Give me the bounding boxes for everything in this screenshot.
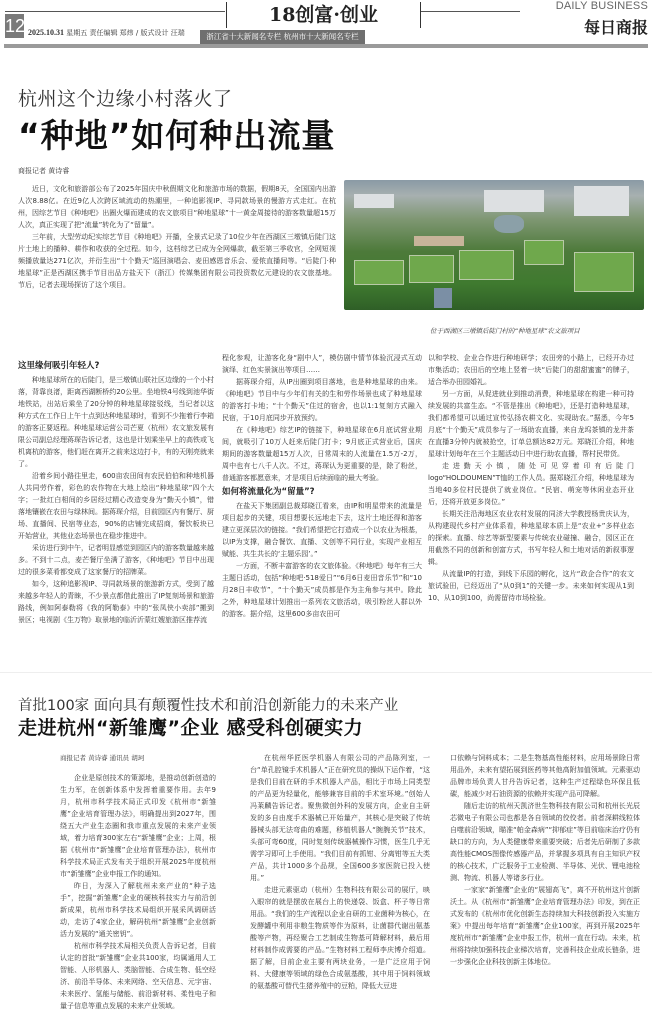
article1-kicker: 杭州这个边缘小村落火了	[18, 88, 233, 110]
masthead-bar	[4, 44, 648, 48]
article1-lead	[18, 183, 336, 291]
brand-english: DAILY BUSINESS	[555, 0, 648, 12]
body-paragraph: 采访进行到中午，记者明显感觉到园区内的游客数量越来越多。不到十二点，麦芒餐厅坐满了游客，《种地吧》节目中出现过的很多菜肴都变成了这家餐厅的招牌菜。	[18, 544, 214, 576]
masthead-rule-left	[5, 11, 225, 12]
masthead-rule-right	[420, 11, 520, 12]
body-paragraph: 另一方面，从促进就业到推动消费，种地星球在构建一种可持续发展的共富生态。“不管是推出《种地吧》，还是打造种地星球，我们都希望可以通过宣传弘扬农耕文化、实现助农。”据悉，今年5月底“十个勤天”成员参与了一场助农直播，来自龙坞茶镇的龙井茶在直播3分钟内就被抢空，订单总额达82万元。郑晓江介绍，种地星球计划每年在三个主题活动日中进行助农直播，帮村民带货。	[428, 390, 634, 458]
article1-col2	[222, 352, 422, 620]
article2-headline: 走进杭州“新雏鹰”企业 感受科创硬实力	[18, 717, 364, 739]
body-paragraph: 种地星球所在的后陡门，是三墩镇山联社区边缘的一个小村落，背靠良渚，距离西湖断桥约20公里。坐地铁4号线到池华街地铁站，出站后乘坐了20分钟的种地星球接驳线，当记者以这种方式在工作日上午十点到达种地星球时，看到不少拖着行李箱的游客正要返程。种地星球运营公司芒夏（杭州）农文旅发展有限公司副总经理蒋琛告诉记者，这也是计划乘坐早上的高铁或飞机离杭的游客，他们赶在离开之前来这边打卡，有的天刚亮就来了。	[18, 376, 214, 468]
section-award-strip: 浙江省十大新闻名专栏 杭州市十大新闻名专栏	[200, 30, 365, 44]
body-paragraph: 昨日，为深入了解杭州未来产业的“种子选手”，挖掘“新雏鹰”企业的硬核科技实力与前沿创新成果，杭州市科学技术局组织开展采风调研活动，走访了4家企业，解码杭州“新雏鹰”企业创新活力发展的“通关密钥”。	[60, 882, 216, 938]
article1-headline: “种地”如何种出流量	[18, 116, 336, 155]
body-paragraph: 以和学校、企业合作进行种地研学；农田旁的小路上，已经开办过市集活动；农田后的空地上竖着一块“后陡门的甜甜蜜蜜”的牌子，适合举办田园婚礼。	[428, 354, 634, 386]
body-paragraph: 在盐天下集团副总裁郑晓江看来，由IP和明星带来的流量是项目起步的关键，项目想要长远地走下去，这片土地还得和游客建立更深层次的链接。“我们希望把它打造成一个以农业为根基，以IP为支撑，融合餐饮、直播、文创等不同行业，实现产业相互赋能、共生共长的‘主题乐园’。”	[222, 502, 422, 558]
issue-date: 2025.10.31	[28, 28, 64, 37]
article1-byline: 商报记者 黄诗睿	[18, 167, 70, 175]
body-paragraph: 杭州市科学技术局相关负责人告诉记者，目前认定的首批“新雏鹰”企业共100家，均属通用人工智能、人形机器人、类脑智能、合成生物、低空经济、前沿半导体、未来网络、空天信息、元宇宙、未来医疗、氢能与储能、前沿新材料、柔性电子和量子信息等重点发展的未来产业领域。	[60, 942, 216, 1010]
body-paragraph: 企业是原创技术的策源地，是推动创新创造的生力军，在创新体系中发挥着重要作用。去年9月，杭州市科学技术局正式印发《杭州市“新雏鹰”企业培育管理办法》，明确提出到2027年，围绕五大产业生态圈和我市重点发展的未来产业领域，着力培育300家左右“新雏鹰”企业；上周，根据《杭州市“新雏鹰”企业培育管理办法》，杭州市科学技术局正式发布关于组织开展2025年度杭州市“新雏鹰”企业申报工作的通知。	[60, 774, 216, 878]
body-paragraph: 走进勤天小镇，随处可见穿着印有后陡门logo“HOLDOUMEN”T恤的工作人员。据郑晓江介绍，种地星球为当地40多位村民提供了就业岗位。“民宿、萌宠等休闲业态开业后，还将开放更多岗位。”	[428, 462, 634, 506]
body-paragraph: 一方面，不断丰富游客的农文旅体验。《种地吧》每年有三大主题日活动，包括“种地吧·518爱日”“6月6日麦田音乐节”和“10月28日丰收节”，“十个勤天”成员都是作为主角参与其中。除此之外，种地星球计划推出一系列农文旅活动，吸引粉丝人群以外的游客。据介绍，这里600多亩农田可	[222, 562, 422, 618]
body-paragraph: 在《种地吧》综艺IP的链接下，种地星球在6月底试营业期间，就吸引了10万人赶来后陡门打卡；9月底正式营业后，国庆期间的游客数量超15万人次，日常周末的人流量在1.5万-2万，周中也有七八千人次。不过，蒋琛认为更重要的是，除了粉丝，普通游客都愿意来，才是项目后续面临的最大考验。	[222, 426, 422, 482]
subhead: 这里缘何吸引年轻人?	[18, 361, 100, 371]
body-paragraph: 沿着乡间小路往里走，600亩农田间有农民伯伯和种地机器人共同劳作着，彩色的农作物在大地上绘出“种地星球”四个大字；一批红白相间的乡居经过精心改造变身为“勤天小镇”，错落地镶嵌在农田与绿林间。据蒋琛介绍，目前园区内有餐厅、厨场、直播间、民宿等业态，90%的店铺完成招商，餐饮板块已开始营业，其他业态场景也在稳步推进中。	[18, 472, 214, 540]
body-paragraph: 一家家“新雏鹰”企业的“展翅高飞”，离不开杭州这片创新沃土。从《杭州市“新雏鹰”企业培育管理办法》印发，到在正式发布的《杭州市优化创新生态持续加大科技创新投入实施方案》中提出每年培育“新雏鹰”企业100家，再到开展2025年度杭州市“新雏鹰”企业申报工作，杭州一直在行动。未来，杭州将持续加强科技企业梯次培育，完善科技企业成长链条，进一步强化企业科技创新主体地位。	[450, 886, 640, 966]
body-paragraph: 程化参观，让游客化身“剧中人”，模仿剧中情节体验沉浸式互动演绎、红色实景演出等项目……	[222, 354, 422, 374]
aerial-farm-photo	[344, 180, 644, 310]
article2-col2	[250, 752, 430, 992]
body-paragraph: 据蒋琛介绍，从IP出圈到项目落地，也是种地星球的由来。《种地吧》节目中与少年们有关的生和劳作场景也成了种地星球的游客打卡地；“十个勤天”住过的宿舍，也以1:1复刻方式融入民宿，于10月底同步开放预约。	[222, 378, 422, 422]
article2-byline: 商报记者 黄诗睿 通讯员 胡珂	[60, 754, 145, 762]
lead-paragraph: 三年前，大型劳动纪实综艺节目《种地吧》开播，全景式记录了10位少年在西湖区三墩镇后陡门这片土地上的播种、耕作和收获的全过程。如今，这档综艺已成为全网爆款，截至第三季收官，全网短视频播放量达271亿次，并衍生出“十个勤天”巡回演唱会、麦田感恩音乐会、爱侬直播间等。“后陡门·种地星球”正是西湖区携手节目出品方盐天下（浙江）传媒集团有限公司投资数亿元建设的农文旅基地。节后，记者去现场探访了这个项目。	[18, 233, 336, 289]
body-paragraph: 口依赖与饲料成本；二是生物基高性能材料，应用场景除日常用品外，未来有望拓展到医药等其他高附加值领域。元素驱动品牌市场负责人甘丹告诉记者，这种生产过程绿色环保且低碳，能减少对石油资源的依赖并实现产品可降解。	[450, 754, 640, 798]
article2-col3	[450, 752, 640, 968]
body-paragraph: 走进元素驱动（杭州）生物科技有限公司的展厅，映入眼帘的就是摆放在展台上的快递袋、饭盒、杯子等日常用品。“我们的生产流程以企业自研的工业菌种为核心，在发酵罐中利用非粮生物质等作为原料，让菌群代谢出氨基酸等产物，再经聚合工艺制成生物基可降解材料，最后用材料制作成需要的产品。”生物材料工程师李庆博介绍道。据了解，目前企业主要有两块业务，一是广泛应用于饲料、大健康等领域的绿色合成氨基酸，其中用于饲料领域的氨基酸可替代生猪养殖中的豆粕，降低大豆进	[250, 886, 430, 990]
date-editor-line	[28, 28, 185, 38]
body-paragraph: 随后走访的杭州天凯济世生物科技有限公司和杭州长光辰芯微电子有限公司也都是各自领域的佼佼者。前者深耕线粒体自噬前沿领域，瞄准“帕金森病”“抑郁症”等目前临床治疗仍有缺口的方向，为人类健康带来重要突破；后者先后研制了多款高性能CMOS图像传感器产品，并掌握多项具有自主知识产权的核心技术，广泛服务于工业检测、半导体、光伏、锂电池检测、物流、机器人等诸多行业。	[450, 802, 640, 882]
weekday-editors: 星期五 责任编辑 郑炜 / 版式设计 汪瑞	[66, 29, 185, 37]
brand-logo: 每日商报	[583, 18, 648, 37]
body-paragraph: 在杭州华匠医学机器人有限公司的产品陈列室，一台“单孔腔镜手术机器人”正在研究员的操纵下运作着，“这是我们目前在研的手术机器人产品，相比于市场上同类型的产品更为轻量化，能够兼容目前的手术室环境。”创始人冯莱麟告诉记者。聚焦微创外科的发展方向，企业自主研发的多自由度手术器械已开始量产，其核心是突破了传统器械头部无法弯曲的难题，移植机器人“腕腕关节”技术，头部可弯60度，同时复刻传统器械操作习惯，医生几乎无需学习即可上手使用。“我们目前有抓钳、分离钳等五大类产品，共计1000多个品规，全国600多家医院已投入使用。”	[250, 754, 430, 882]
photo-caption: 位于西湖区三墩镇后陡门村的“种地星球”农文旅项目	[430, 327, 580, 335]
page-number: 12	[5, 16, 26, 36]
body-paragraph: 从流量IP的打造，到线下乐园的孵化，这片“政企合作”的农文旅试验田，已经迈出了“从0到1”的关键一步。未来如何实现从1到10、从10到100，尚需留待市场检验。	[428, 570, 634, 602]
article-divider	[0, 672, 652, 673]
article2-kicker: 首批100家 面向具有颠覆性技术和前沿创新能力的未来产业	[18, 698, 399, 714]
lead-paragraph: 近日，文化和旅游部公布了2025年国庆中秋假期文化和旅游市场的数据，假期8天，全国国内出游人次8.88亿。在近9亿人次跨区域流动的热潮里，一种追影视IP、寻同款场景的慢游方式走红。在杭州，因综艺节目《种地吧》出圈火爆而建成的农文旅项目“种地星球”十一黄金周接待的游客数量超15万人次，真正实现了把“流量”转化为了“留量”。	[18, 185, 336, 229]
subhead: 如何将流量化为“留量”?	[222, 487, 315, 497]
body-paragraph: 如今，这种追影视IP、寻同款场景的旅游新方式，受到了越来越多年轻人的青睐，不少景点都借此推出了IP复刻场景和旅游路线，例如阿泰勒将《我的阿勒泰》中的“张凤侠小卖部”搬到景区；电视剧《生万物》取景地的临沂沂蒙红嫂旅游区推荐流	[18, 580, 214, 624]
article1-col1	[18, 358, 214, 626]
section-title: 18创富·创业	[226, 2, 421, 28]
article1-col3	[428, 352, 634, 604]
article2-col1	[60, 772, 216, 1012]
page-masthead	[0, 0, 652, 50]
body-paragraph: 长期关注沿海地区农业农村发展的同济大学教授杨贵庆认为，从构建现代乡村产业体系看，种地星球本质上是“农业+”多样业态的探索。直播、综艺等新型要素与传统农业碰撞、融合，园区正在用截然不同的创新和创富方式，书写年轻人和土地对话的新叙事逻辑。	[428, 510, 634, 566]
